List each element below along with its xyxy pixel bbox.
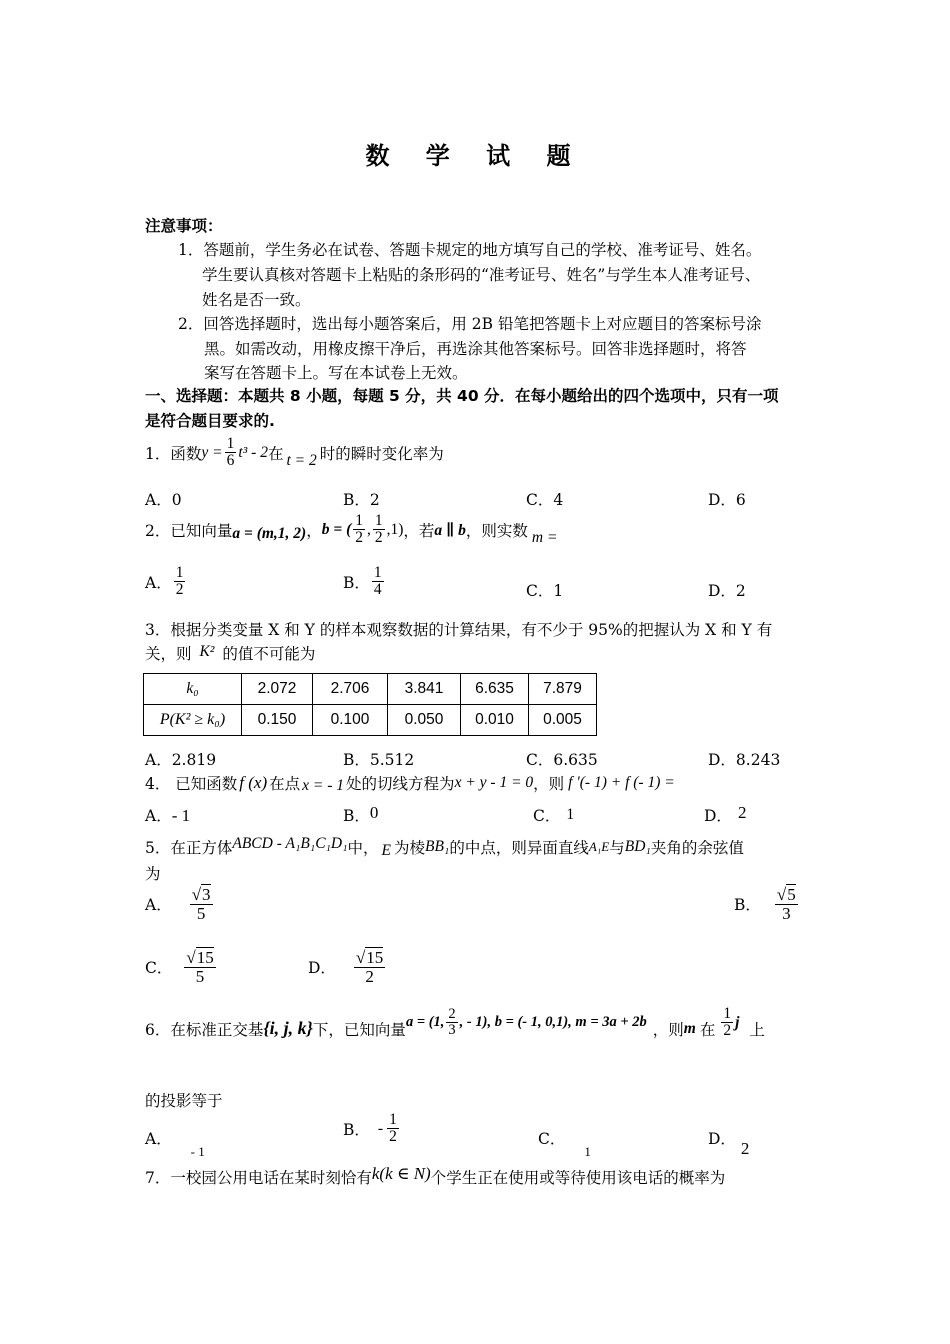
q6-option-b-num: 1	[389, 1111, 397, 1128]
q1-prefix: 1．函数	[145, 444, 202, 463]
q6-a-num: 2	[448, 1006, 456, 1023]
q4-mid-3: ，则	[533, 775, 565, 793]
q4-option-a-label: A．	[145, 807, 172, 825]
table-cell: 0.010	[461, 705, 529, 736]
q1-func-lhs: y =	[201, 443, 223, 461]
q2-vector-b-rhs: ,1)	[386, 520, 404, 538]
q3-option-c[interactable]: C．6.635	[526, 751, 598, 769]
page-title: 数 学 试 题	[365, 142, 585, 170]
table-cell-header-k0: k₀	[144, 674, 242, 705]
q5-mid-3: 的中点，则异面直线	[449, 839, 589, 857]
q5-option-c[interactable]	[145, 949, 218, 986]
q1-mid: 在	[267, 444, 284, 463]
table-row	[144, 674, 597, 705]
table-cell: 7.879	[529, 674, 597, 705]
q4-option-c[interactable]	[533, 804, 574, 826]
q1-frac-num: 1	[226, 435, 235, 452]
q2-option-b-fraction	[372, 565, 384, 599]
q4-option-a[interactable]	[145, 804, 190, 826]
q7-suffix: 个学生正在使用或等待使用该电话的概率为	[430, 1169, 726, 1187]
q2-comma: ，	[306, 521, 322, 540]
notice-heading: 注意事项：	[145, 217, 223, 235]
table-cell: 2.072	[242, 674, 313, 705]
q2-prefix: 2．已知向量	[145, 521, 233, 540]
q1-option-c[interactable]: C．4	[526, 491, 564, 509]
q6-option-b-den: 2	[389, 1128, 397, 1146]
q3-line-2-suffix: 的值不可能为	[222, 645, 316, 663]
q4-point: x = - 1	[302, 777, 345, 794]
q1-option-d[interactable]: D．6	[708, 491, 746, 509]
question-7-stem	[145, 1166, 725, 1188]
q6-option-b-fraction	[387, 1112, 399, 1146]
notice-item-2-line-1: 2．回答选择题时，选出每小题答案后，用 2B 铅笔把答题卡上对应题目的答案标号涂	[178, 315, 762, 333]
q5-prefix: 5．在正方体	[145, 839, 233, 857]
q2-option-a-fraction	[174, 565, 186, 599]
q2-b2-den: 2	[374, 529, 383, 547]
q2-option-b-label: B．	[343, 573, 370, 592]
q2-b1-num: 1	[355, 512, 363, 529]
q4-option-c-value: 1	[566, 806, 575, 823]
q4-option-b-label: B．	[343, 807, 370, 825]
notice-item-2-line-3: 案写在答题卡上。写在本试卷上无效。	[204, 364, 468, 382]
q5-option-d-fraction: $\frac{√15}{2}$	[355, 948, 384, 986]
q6-option-a-value: - 1	[190, 1144, 205, 1159]
q1-suffix: 时的瞬时变化率为	[319, 444, 444, 463]
q1-func-rhs: t³ - 2	[238, 443, 268, 461]
q6-j-num: 1	[723, 1005, 732, 1022]
q3-option-d[interactable]: D．8.243	[708, 751, 781, 769]
q5-option-a-den: 5	[196, 903, 206, 923]
q6-vectors: , - 1), b = (- 1, 0,1), m = 3a + 2b	[459, 1014, 647, 1031]
table-cell: 2.706	[313, 674, 388, 705]
q5-option-b-fraction: $\frac{√5}{3}$	[776, 885, 796, 923]
notice-item-1-line-2: 学生要认真核对答题卡上粘贴的条形码的“准考证号、姓名”与学生本人准考证号、	[202, 266, 761, 284]
q5-mid-1: 中，	[347, 839, 379, 857]
q5-option-a-fraction: $\frac{√3}{5}$	[191, 885, 211, 923]
q1-frac-den: 6	[226, 452, 235, 470]
q4-expression: f ′(- 1) + f (- 1) =	[568, 774, 675, 791]
table-cell: 0.050	[388, 705, 461, 736]
q2-option-d[interactable]: D．2	[708, 582, 746, 600]
q5-option-b[interactable]	[734, 886, 800, 923]
q2-option-b-num: 1	[373, 564, 382, 581]
q2-target: m =	[531, 528, 558, 546]
q5-suffix: 夹角的余弦值	[650, 839, 744, 857]
q5-option-d[interactable]	[308, 949, 387, 986]
table-cell: 0.005	[529, 705, 597, 736]
question-6-stem	[145, 1005, 765, 1046]
q6-mid-3: 在	[699, 1020, 716, 1039]
q1-option-b[interactable]: B．2	[343, 491, 380, 509]
q2-option-a-label: A．	[145, 573, 172, 592]
q6-vector-j: j	[735, 1013, 740, 1031]
q2-option-b-den: 4	[373, 581, 382, 599]
q4-option-b[interactable]	[343, 804, 378, 826]
q6-a-fraction	[446, 1007, 457, 1038]
q3-critical-value-table	[143, 673, 597, 736]
q6-a-den: 3	[448, 1022, 456, 1039]
table-cell-header-probability: P(K² ≥ k₀)	[144, 705, 242, 736]
notice-item-2-line-2: 黑。如需改动，用橡皮擦干净后，再选涂其他答案标号。回答非选择题时，将答	[204, 340, 747, 358]
q4-mid-2: 处的切线方程为	[346, 775, 455, 793]
q3-option-b[interactable]: B．5.512	[343, 751, 415, 769]
notice-item-1-line-1: 1．答题前，学生务必在试卷、答题卡规定的地方填写自己的学校、准考证号、姓名。	[178, 241, 762, 259]
q6-option-d-value: 2	[740, 1139, 750, 1158]
q5-option-b-radicand: 5	[787, 885, 796, 904]
q5-option-d-label: D．	[308, 959, 336, 978]
q5-line-a1e: A₁E	[588, 839, 610, 854]
question-1-stem	[145, 436, 444, 470]
q6-option-d[interactable]	[708, 1127, 750, 1158]
q2-suffix: ，则实数	[465, 521, 528, 540]
q6-option-c[interactable]	[538, 1127, 591, 1159]
q6-vector-m: m	[683, 1019, 696, 1037]
q5-option-d-den: 2	[365, 966, 374, 986]
q5-edge: BB₁	[425, 838, 450, 855]
q4-option-a-value: - 1	[171, 806, 191, 825]
q5-option-b-den: 3	[782, 903, 791, 923]
question-2-stem: 2．已知向量 a = (m,1, 2) ， b = ( $\frac{1}{2}$ , $\frac{1}{2}$ ,1) ，若 a ∥ b ，则实数 m =	[145, 512, 558, 547]
q6-mid-1: 下，已知向量	[312, 1020, 406, 1039]
q6-option-c-label: C．	[538, 1130, 566, 1148]
q6-option-b-sign: -	[377, 1119, 384, 1137]
q4-function: f (x)	[239, 773, 268, 792]
q4-option-c-label: C．	[533, 807, 561, 825]
q5-option-a-label: A．	[145, 896, 172, 915]
question-4-stem	[145, 772, 675, 794]
q2-vector-b-lhs: b = (	[321, 520, 352, 538]
q5-option-d-radicand: 15	[366, 948, 384, 967]
q4-option-d-value: 2	[737, 803, 747, 822]
q2-option-c[interactable]: C．1	[526, 582, 564, 600]
q5-option-a[interactable]	[145, 886, 215, 923]
q1-condition: t = 2	[286, 451, 317, 469]
q1-option-a[interactable]: A．0	[145, 491, 182, 509]
q6-option-d-label: D．	[708, 1130, 736, 1148]
q5-cube: ABCD - A₁B₁C₁D₁	[232, 835, 348, 852]
q6-basis: {i, j, k}	[263, 1018, 313, 1039]
q2-mid: ，若	[403, 521, 435, 540]
q2-condition: a ∥ b	[434, 521, 466, 539]
q1-fraction	[225, 436, 237, 470]
q6-suffix: 上	[749, 1020, 765, 1039]
q5-mid-2: 为棱	[393, 839, 425, 857]
q5-option-c-radicand: 15	[196, 948, 214, 967]
table-cell: 0.150	[242, 705, 313, 736]
q5-option-b-label: B．	[734, 896, 761, 915]
q5-option-a-radicand: 3	[202, 885, 211, 904]
q6-option-a[interactable]	[145, 1127, 205, 1159]
q4-tangent-line: x + y - 1 = 0	[454, 774, 534, 791]
q6-option-a-label: A．	[145, 1130, 172, 1148]
q5-option-c-fraction: $\frac{√15}{5}$	[186, 948, 214, 986]
q6-j-fraction	[721, 1006, 733, 1040]
q5-line-end: 为	[145, 865, 161, 883]
section-1-heading-line-1: 一、选择题：本题共 8 小题，每题 5 分，共 40 分．在每小题给出的四个选项中，只有一项	[145, 387, 779, 405]
q2-option-b[interactable]	[343, 565, 386, 599]
q5-point-e: E	[381, 842, 391, 859]
q6-vector-a-lhs: a = (1,	[405, 1014, 445, 1031]
q6-j-den: 2	[723, 1022, 732, 1040]
q4-prefix: 4． 已知函数	[145, 775, 238, 793]
q4-option-d-label: D．	[704, 807, 732, 825]
question-5-stem	[145, 836, 744, 858]
q3-line-2-prefix: 关，则	[145, 645, 192, 663]
q2-option-a[interactable]	[145, 565, 187, 599]
q3-option-a[interactable]: A．2.819	[145, 751, 217, 769]
q6-option-b-label: B．	[343, 1120, 370, 1139]
q6-mid-2: ，则	[652, 1020, 684, 1039]
q4-option-d[interactable]	[704, 804, 746, 826]
q6-prefix: 6．在标准正交基	[145, 1020, 264, 1039]
q5-line-bd1: BD₁	[624, 838, 651, 855]
q7-prefix: 7．一校园公用电话在某时刻恰有	[145, 1169, 372, 1187]
q2-b1-den: 2	[355, 529, 363, 547]
q5-option-c-den: 5	[195, 966, 205, 986]
table-cell: 3.841	[388, 674, 461, 705]
table-cell: 6.635	[461, 674, 529, 705]
q2-option-a-num: 1	[175, 564, 184, 581]
q2-b-frac-2	[373, 513, 385, 547]
q6-line-2: 的投影等于	[145, 1092, 223, 1110]
section-1-heading-line-2: 是符合题目要求的.	[145, 412, 275, 430]
q2-option-a-den: 2	[175, 581, 184, 599]
q2-b-frac-1	[353, 513, 365, 547]
q5-option-c-label: C．	[145, 959, 173, 978]
q3-variable-k2: K²	[199, 643, 215, 660]
table-cell: 0.100	[313, 705, 388, 736]
q5-mid-4: 与	[609, 839, 625, 857]
q6-option-b[interactable]	[343, 1112, 401, 1146]
q2-b2-num: 1	[374, 512, 383, 529]
q4-mid-1: 在点	[269, 775, 301, 793]
q3-line-1: 3．根据分类变量 X 和 Y 的样本观察数据的计算结果，有不少于 95%的把握认为 X 和 Y 有	[145, 621, 773, 639]
q6-option-c-value: 1	[584, 1144, 591, 1159]
notice-item-1-line-3: 姓名是否一致。	[202, 291, 311, 309]
q3-line-2	[145, 642, 315, 664]
table-row	[144, 705, 597, 736]
q4-option-b-value: 0	[369, 803, 379, 822]
q2-vector-a: a = (m,1, 2)	[232, 524, 307, 542]
q7-expression: k(k ∈ N)	[371, 1164, 431, 1183]
